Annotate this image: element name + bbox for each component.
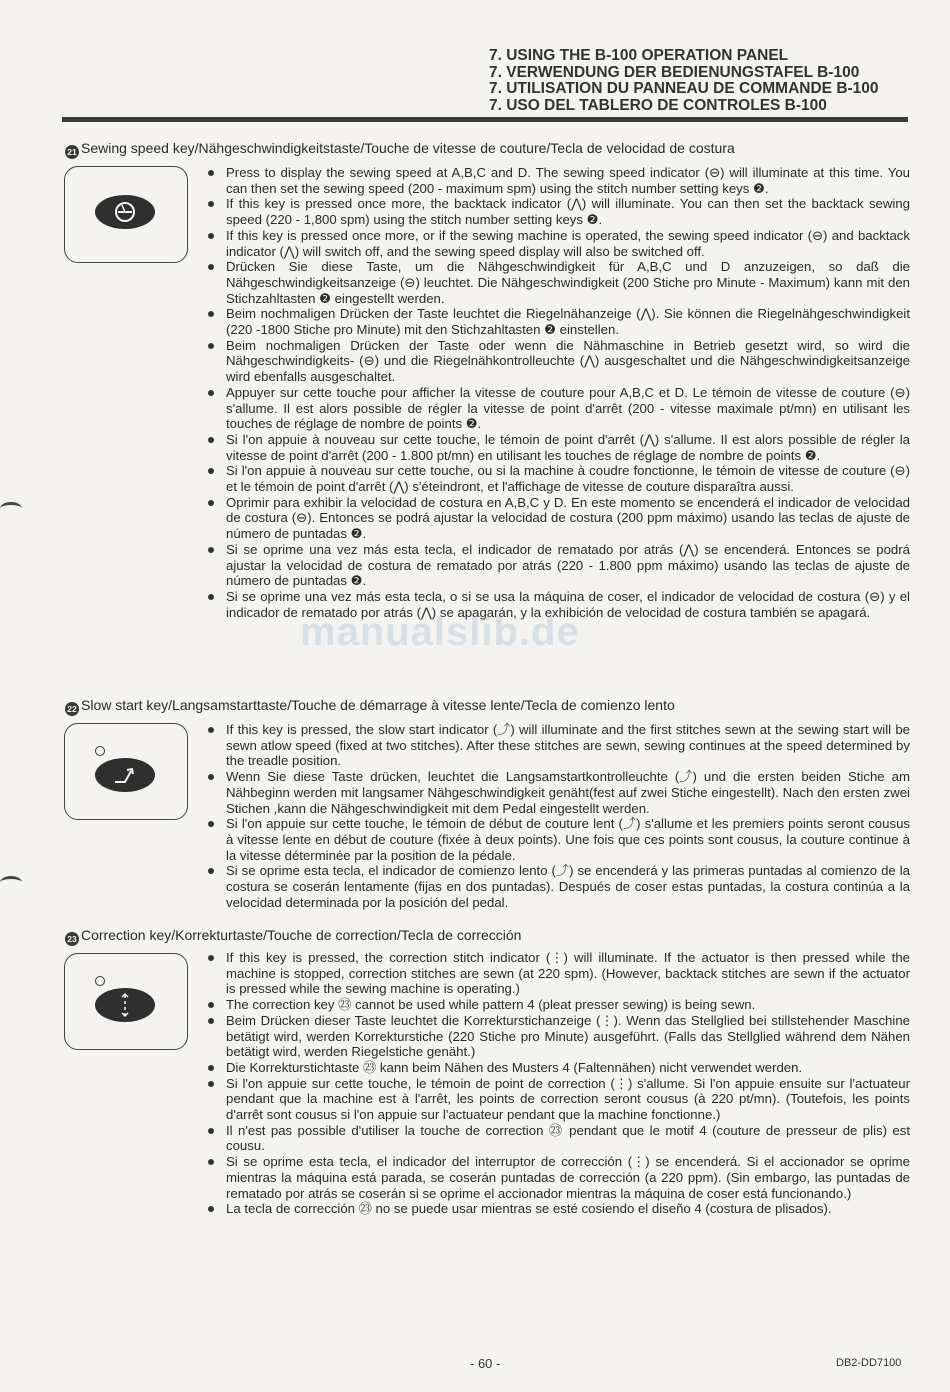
sewing-speed-key-illustration xyxy=(64,166,188,263)
document-code: DB2-DD7100 xyxy=(836,1357,902,1369)
list-item: Drücken Sie diese Taste, um die Nähgeschwindigkeit für A,B,C und D anzuzeigen, so daß die Nähgeschwindigkeitsanzeige (⊖) leuchtet. Die Nähgeschwindigkeit (200 Stiche pro Minute - Maximum) kann mit den Stichzahltasten ❷ eingestellt werden. xyxy=(206,259,910,306)
list-item: La tecla de corrección ㉓ no se puede usar mientras se esté cosiendo el diseño 4 (costura de plisados). xyxy=(206,1201,910,1217)
list-item: Si se oprime esta tecla, el indicador de comienzo lento (⤴) se encenderá y las primeras puntadas al comienzo de la costura se coserán lentamente (fijas en dos puntadas). Después de coser estas puntadas, la costura continúa a la velocidad determinada por la posición del pedal. xyxy=(206,863,910,910)
section-number-badge: 22 xyxy=(65,702,79,716)
list-item: Press to display the sewing speed at A,B,C and D. The sewing speed indicator (⊖) will illuminate at this time. You can then set the sewing speed (200 - maximum spm) using the stitch number setting keys ❷. xyxy=(206,165,910,196)
list-item: Si l'on appuie sur cette touche, le témoin de point de correction (⋮) s'allume. Si l'on appuie ensuite sur l'actuateur pendant que la machine est à l'arrêt, les points de correction seront cousus (à 220 pt/mn). (Toutefois, les points d'arrêt sont cousus si l'on appuie sur l'actuateur pendant que la machine fonctionne.) xyxy=(206,1076,910,1123)
correction-key-illustration xyxy=(64,953,188,1050)
list-item: Il n'est pas possible d'utiliser la touche de correction ㉓ pendant que le motif 4 (couture de presseur de plis) est cousu. xyxy=(206,1123,910,1154)
indicator-led-icon xyxy=(95,746,105,756)
section-number-badge: 21 xyxy=(65,145,79,159)
margin-mark xyxy=(0,502,22,515)
list-item: Die Korrekturstichtaste ㉓ kann beim Nähen des Musters 4 (Faltennähen) nicht verwendet werden. xyxy=(206,1060,910,1076)
section-title xyxy=(65,697,675,716)
margin-mark xyxy=(0,876,22,889)
sewing-speed-key xyxy=(95,195,155,229)
instruction-list xyxy=(206,950,910,1217)
slow-start-key-illustration xyxy=(64,723,188,820)
list-item: Oprimir para exhibir la velocidad de costura en A,B,C y D. En este momento se encenderá el indicador de velocidad de costura (⊖). Entonces se podrá ajustar la velocidad de costura (200 ppm máximo) usando las teclas de ajuste de número de puntadas ❷. xyxy=(206,495,910,542)
list-item: Si se oprime una vez más esta tecla, o si se usa la máquina de coser, el indicador de velocidad de costura (⊖) y el indicador de rematado por atrás (⋀) se apagarán, y la exhibición de velocidad de costura también se apagará. xyxy=(206,589,910,620)
list-item: If this key is pressed, the correction stitch indicator (⋮) will illuminate. If the actuator is then pressed while the machine is stopped, correction stitches are sewn (at 220 spm). (However, backtack stitches are sewn if the actuator is pressed while the sewing machine is operating.) xyxy=(206,950,910,997)
list-item: If this key is pressed, the slow start indicator (⤴) will illuminate and the first stitches sewn at the sewing start will be sewn atlow speed (fixed at two stitches). After these stitches are sewn, sewing continues at the speed determined by the treadle position. xyxy=(206,722,910,769)
section-title xyxy=(65,927,521,946)
list-item: Beim Drücken dieser Taste leuchtet die Korrekturstichanzeige (⋮). Wenn das Stellglied bei stillstehender Maschine betätigt wird, werden Korrekturstiche (220 Stiche pro Minute) ausgeführt. (Falls das Stellglied während dem Nähen betätigt wird, werden Riegelstiche genäht.) xyxy=(206,1013,910,1060)
instruction-list xyxy=(206,722,910,910)
slow-start-arrow-icon xyxy=(95,758,155,792)
header-line-es: 7. USO DEL TABLERO DE CONTROLES B-100 xyxy=(489,96,827,114)
section-title-text: Sewing speed key/Nähgeschwindigkeitstaste/Touche de vitesse de couture/Tecla de velocidad de costura xyxy=(81,140,735,156)
section-title-text: Slow start key/Langsamstarttaste/Touche de démarrage à vitesse lente/Tecla de comienzo lento xyxy=(81,697,675,713)
list-item: If this key is pressed once more, or if the sewing machine is operated, the sewing speed indicator (⊖) and backtack indicator (⋀) will switch off, and the sewing speed display will also be switched off. xyxy=(206,228,910,259)
instruction-list xyxy=(206,165,910,620)
section-title-text: Correction key/Korrekturtaste/Touche de correction/Tecla de corrección xyxy=(81,927,522,943)
slow-start-key xyxy=(95,758,155,792)
list-item: Beim nochmaligen Drücken der Taste leuchtet die Riegelnähanzeige (⋀). Sie können die Riegelnähgeschwindigkeit (220 -1800 Stiche pro Minute) mit den Stichzahltasten ❷ einstellen. xyxy=(206,306,910,337)
correction-key xyxy=(95,988,155,1022)
correction-stitch-icon xyxy=(95,988,155,1022)
list-item: Wenn Sie diese Taste drücken, leuchtet die Langsamstartkontrolleuchte (⤴) und die ersten beiden Stiche am Nähbeginn werden mit langsamer Nähgeschwindigkeit genäht(fest auf zwei Stiche eingestellt). Nach den ersten zwei Stichen ,kann die Nähgeschwindigkeit mit dem Pedal eingestellt werden. xyxy=(206,769,910,816)
section-title xyxy=(65,140,735,159)
header-line-en: 7. USING THE B-100 OPERATION PANEL xyxy=(489,47,789,64)
list-item: Si se oprime esta tecla, el indicador del interruptor de corrección (⋮) se encenderá. Si el accionador se oprime mientras la máquina está parada, se coserán puntadas de corrección (a 220 ppm). (Sin embargo, las puntadas de rematado por atrás se coserán si se oprime el accionador mientras la máquina de coser está funcionando.) xyxy=(206,1154,910,1201)
list-item: Si l'on appuie à nouveau sur cette touche, le témoin de point d'arrêt (⋀) s'allume. Il est alors possible de régler la vitesse de point d'arrêt (200 - 1.800 pt/mn) en utilisant les touches de réglage de nombre de points ❷. xyxy=(206,432,910,463)
page-header xyxy=(489,48,929,114)
list-item: Si se oprime una vez más esta tecla, el indicador de rematado por atrás (⋀) se encenderá. Entonces se podrá ajustar la velocidad de costura de rematado por atrás (220 - 1.800 ppm máximo) usando las teclas de ajuste de número de puntadas ❷. xyxy=(206,542,910,589)
header-line-fr: 7. UTILISATION DU PANNEAU DE COMMANDE B-100 xyxy=(489,80,879,97)
page-number: - 60 - xyxy=(470,1356,501,1371)
header-rule xyxy=(62,117,908,122)
list-item: If this key is pressed once more, the backtack indicator (⋀) will illuminate. You can then set the backtack sewing speed (220 - 1,800 spm) using the stitch number setting keys ❷. xyxy=(206,196,910,227)
watermark: manualslib.de xyxy=(300,610,580,654)
list-item: The correction key ㉓ cannot be used while pattern 4 (pleat presser sewing) is being sewn. xyxy=(206,997,910,1013)
indicator-led-icon xyxy=(95,976,105,986)
list-item: Si l'on appuie à nouveau sur cette touche, ou si la machine à coudre fonctionne, le témoin de vitesse de couture (⊖) et le témoin de point d'arrêt (⋀) s'éteindront, et l'affichage de vitesse de couture disparaîtra aussi. xyxy=(206,463,910,494)
list-item: Appuyer sur cette touche pour afficher la vitesse de couture pour A,B,C et D. Le témoin de vitesse de couture (⊖) s'allume. Il est alors possible de régler la vitesse de point d'arrêt (200 - vitesse maximale pt/mn) en utilisant les touches de réglage de nombre de points ❷. xyxy=(206,385,910,432)
header-line-de: 7. VERWENDUNG DER BEDIENUNGSTAFEL B-100 xyxy=(489,63,860,81)
section-number-badge: 23 xyxy=(65,932,79,946)
sewing-speed-gauge-icon xyxy=(95,195,155,229)
list-item: Beim nochmaligen Drücken der Taste oder wenn die Nähmaschine in Betrieb gesetzt wird, so wird die Nähgeschwindigkeits- (⊖) und die Riegelnähkontrolleuchte (⋀) ausgeschaltet und die Nähgeschwindigkeitsanzeige wird ebenfalls ausgeschaltet. xyxy=(206,338,910,385)
list-item: Si l'on appuie sur cette touche, le témoin de début de couture lent (⤴) s'allume et les premiers points seront cousus à vitesse lente en début de couture (fixée à deux points). Une fois que ces points sont cousus, la couture continue à la vitesse déterminée par la position de la pédale. xyxy=(206,816,910,863)
